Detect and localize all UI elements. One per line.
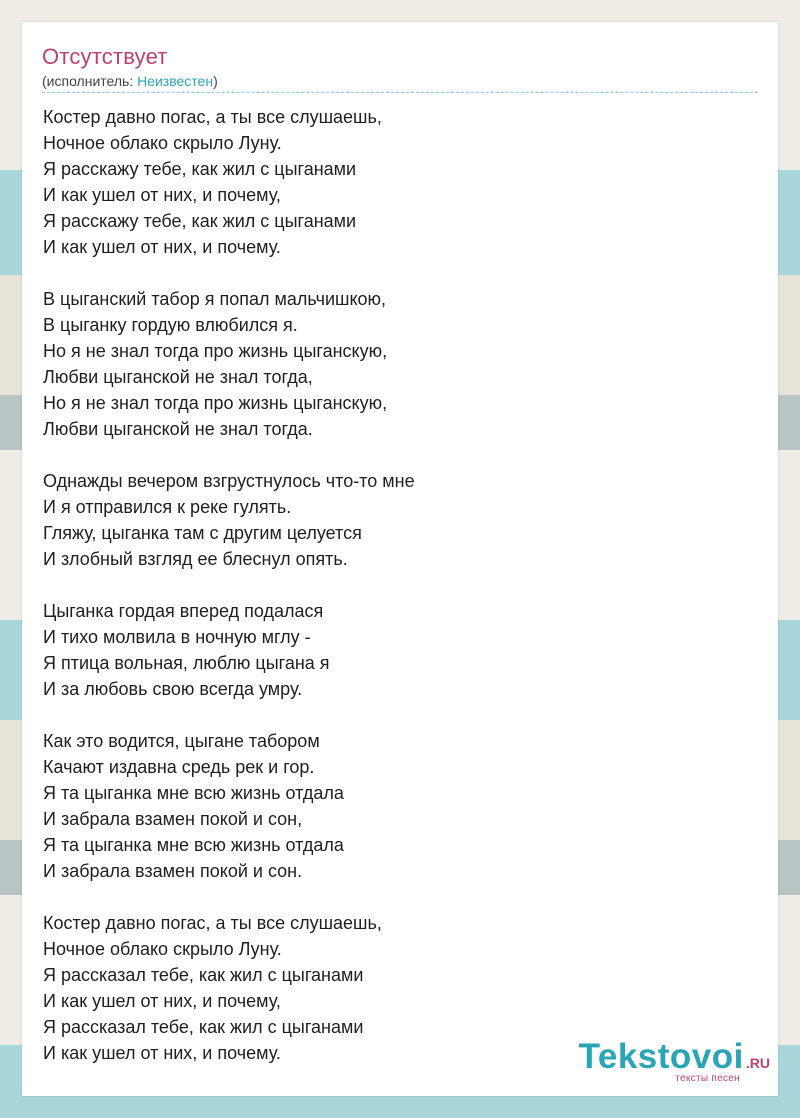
stanza [43, 104, 763, 260]
artist-line [42, 73, 218, 89]
stanza [43, 286, 763, 442]
lyric-line: И как ушел от них, и почему, [43, 991, 281, 1011]
lyric-line: Любви цыганской не знал тогда. [43, 419, 313, 439]
lyric-line: Я рассказал тебе, как жил с цыганами [43, 1017, 364, 1037]
lyric-line: Как это водится, цыгане табором [43, 731, 320, 751]
stanza [43, 728, 763, 884]
stanza [43, 468, 763, 572]
logo-tagline: тексты песен [675, 1073, 740, 1084]
lyric-line: В цыганский табор я попал мальчишкою, [43, 289, 387, 309]
stanza [43, 598, 763, 702]
lyric-line: Я расскажу тебе, как жил с цыганами [43, 159, 357, 179]
lyric-line: Но я не знал тогда про жизнь цыганскую, [43, 341, 388, 361]
lyrics-body [43, 104, 763, 1092]
lyric-line: И как ушел от них, и почему. [43, 1043, 281, 1063]
lyric-line: И тихо молвила в ночную мглу - [43, 627, 311, 647]
logo-text: Tekstovoi [578, 1037, 744, 1076]
lyric-line: Качают издавна средь рек и гор. [43, 757, 315, 777]
lyric-line: Я рассказал тебе, как жил с цыганами [43, 965, 364, 985]
lyric-line: Гляжу, цыганка там с другим целуется [43, 523, 362, 543]
artist-link[interactable]: Неизвестен [137, 73, 214, 89]
lyric-line: Однажды вечером взгрустнулось что-то мне [43, 471, 415, 491]
lyric-line: Я та цыганка мне всю жизнь отдала [43, 783, 344, 803]
lyric-line: И забрала взамен покой и сон, [43, 809, 303, 829]
lyric-line: Костер давно погас, а ты все слушаешь, [43, 107, 382, 127]
lyric-line: Любви цыганской не знал тогда, [43, 367, 313, 387]
lyric-line: Ночное облако скрыло Луну. [43, 939, 282, 959]
lyric-line: Я та цыганка мне всю жизнь отдала [43, 835, 344, 855]
lyric-line: И как ушел от них, и почему, [43, 185, 281, 205]
lyric-line: В цыганку гордую влюбился я. [43, 315, 298, 335]
lyric-line: Я расскажу тебе, как жил с цыганами [43, 211, 357, 231]
lyric-line: И я отправился к реке гулять. [43, 497, 292, 517]
lyric-line: И как ушел от них, и почему. [43, 237, 281, 257]
lyrics-card [22, 22, 778, 1096]
artist-prefix: (исполнитель: [42, 73, 138, 89]
lyric-line: Цыганка гордая вперед подалася [43, 601, 324, 621]
title-divider [42, 92, 758, 93]
site-logo[interactable] [579, 1039, 770, 1084]
lyric-line: Костер давно погас, а ты все слушаешь, [43, 913, 382, 933]
lyric-line: Ночное облако скрыло Луну. [43, 133, 282, 153]
lyric-line: И забрала взамен покой и сон. [43, 861, 303, 881]
lyric-line: Но я не знал тогда про жизнь цыганскую, [43, 393, 388, 413]
lyric-line: Я птица вольная, люблю цыгана я [43, 653, 330, 673]
artist-suffix: ) [213, 73, 218, 89]
lyric-line: И за любовь свою всегда умру. [43, 679, 303, 699]
logo-domain: .RU [745, 1055, 770, 1071]
lyric-line: И злобный взгляд ее блеснул опять. [43, 549, 348, 569]
song-title: Отсутствует [42, 44, 168, 69]
